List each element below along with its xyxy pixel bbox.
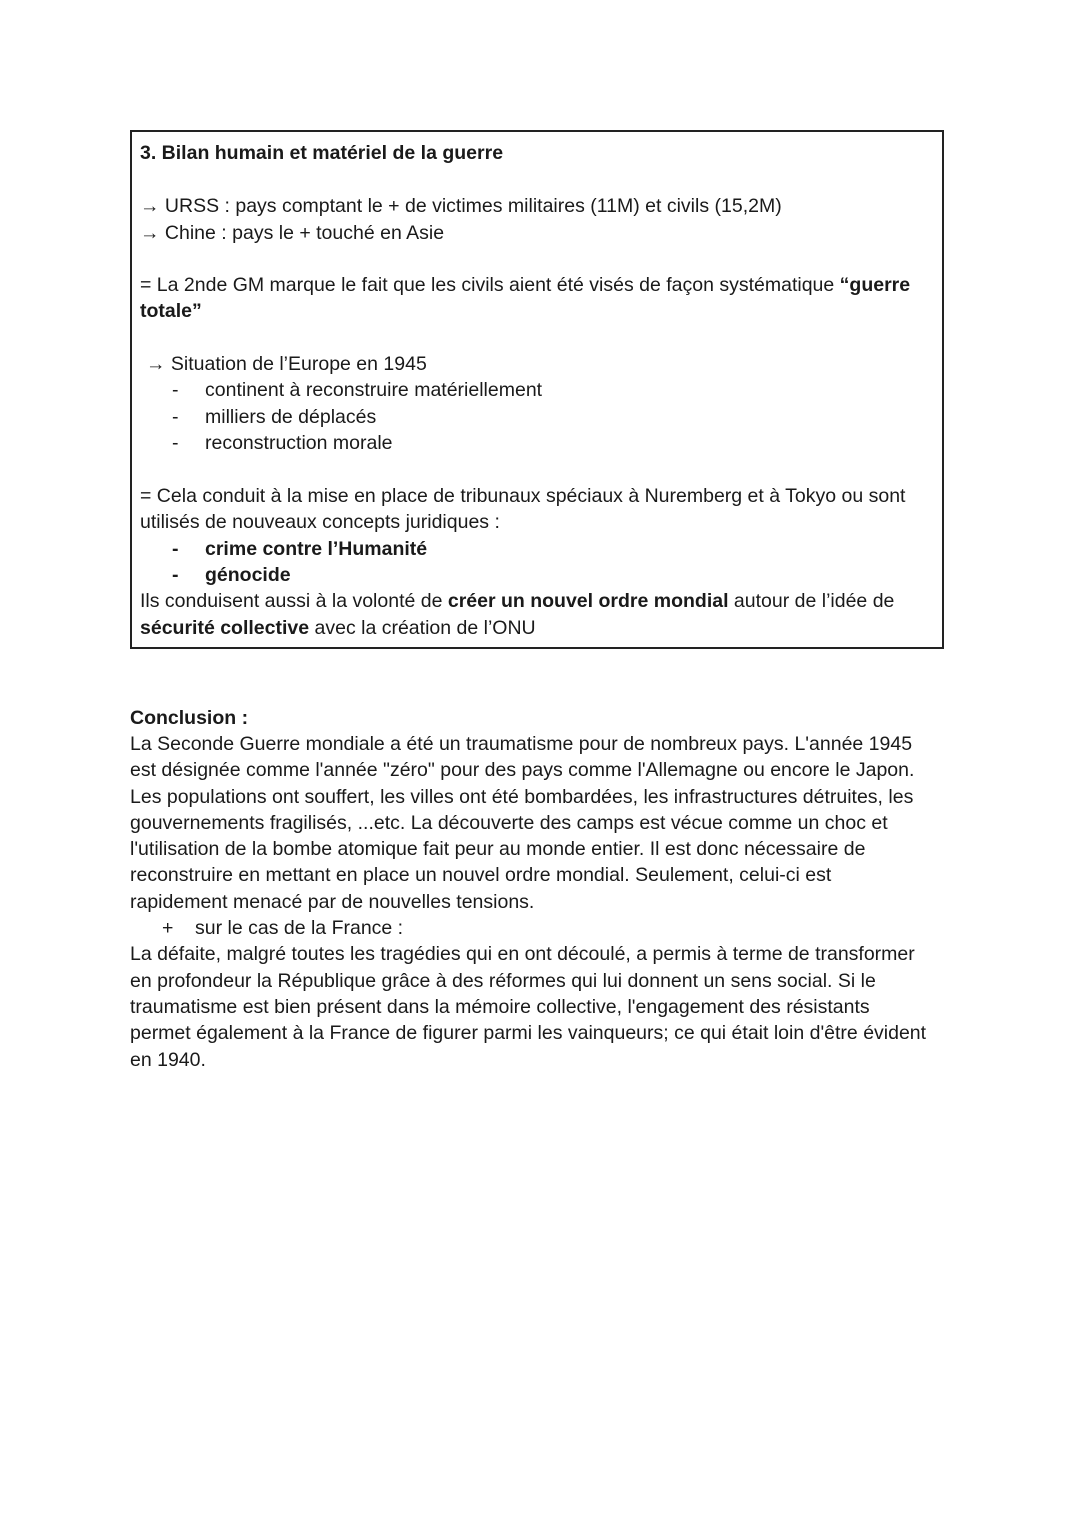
france-line: en 1940. — [130, 1049, 206, 1071]
europe-item: reconstruction morale — [205, 432, 393, 454]
onu-line-2 — [140, 615, 536, 641]
france-label: sur le cas de la France : — [195, 917, 404, 939]
section-title: 3. Bilan humain et matériel de la guerre — [140, 142, 504, 164]
arrow-icon: → — [146, 353, 166, 375]
plus-icon: + — [162, 917, 174, 939]
onu-emphasis: sécurité collective — [140, 617, 310, 639]
conclusion-line: rapidement menacé par de nouvelles tensions. — [130, 891, 535, 913]
france-line: traumatisme est bien présent dans la mémoire collective, l'engagement des résistants — [130, 996, 870, 1018]
conclusion-line: La Seconde Guerre mondiale a été un traumatisme pour de nombreux pays. L'année 1945 — [130, 733, 913, 755]
europe-item: continent à reconstruire matériellement — [205, 379, 543, 401]
conclusion-line: reconstruire en mettant en place un nouvel ordre mondial. Seulement, celui-ci est — [130, 864, 832, 886]
france-line: en profondeur la République grâce à des réformes qui lui donnent un sens social. Si le — [130, 970, 876, 992]
concept-item: génocide — [205, 564, 291, 586]
tribunaux-line-1: = Cela conduit à la mise en place de tribunaux spéciaux à Nuremberg et à Tokyo ou sont — [140, 485, 906, 507]
gm-text: = La 2nde GM marque le fait que les civils aient été visés de façon systématique — [140, 274, 840, 296]
dash-icon: - — [172, 564, 179, 586]
france-line: permet également à la France de figurer parmi les vainqueurs; ce qui était loin d'être évident — [130, 1022, 927, 1044]
arrow-icon: → — [140, 195, 160, 217]
conclusion-line: gouvernements fragilisés, ...etc. La découverte des camps est vécue comme un choc et — [130, 812, 888, 834]
urss-line — [140, 193, 782, 219]
gm-quote-start: “guerre — [839, 274, 911, 296]
dash-icon: - — [172, 406, 179, 428]
concept-item: crime contre l’Humanité — [205, 538, 428, 560]
dash-icon: - — [172, 538, 179, 560]
gm-line-2: totale” — [140, 300, 202, 322]
arrow-icon: → — [140, 222, 160, 244]
urss-text: URSS : pays comptant le + de victimes militaires (11M) et civils (15,2M) — [164, 195, 782, 217]
dash-icon: - — [172, 432, 179, 454]
france-line: La défaite, malgré toutes les tragédies qui en ont découlé, a permis à terme de transformer — [130, 943, 915, 965]
onu-text: avec la création de l’ONU — [309, 617, 536, 639]
europe-title-line — [146, 351, 427, 377]
dash-icon: - — [172, 379, 179, 401]
conclusion-line: Les populations ont souffert, les villes ont été bombardées, les infrastructures détruites, les — [130, 786, 914, 808]
onu-emphasis: créer un nouvel ordre mondial — [447, 590, 729, 612]
conclusion-title: Conclusion : — [130, 707, 249, 729]
conclusion-line: est désignée comme l'année "zéro" pour des pays comme l'Allemagne ou encore le Japon. — [130, 759, 915, 781]
gm-line-1 — [140, 272, 910, 298]
onu-line-1 — [140, 588, 894, 614]
chine-line — [140, 220, 444, 246]
europe-title: Situation de l’Europe en 1945 — [170, 353, 427, 375]
onu-text: autour de l’idée de — [728, 590, 895, 612]
conclusion-line: l'utilisation de la bombe atomique fait peur au monde entier. Il est donc nécessaire de — [130, 838, 866, 860]
chine-text: Chine : pays le + touché en Asie — [164, 222, 445, 244]
onu-text: Ils conduisent aussi à la volonté de — [140, 590, 448, 612]
tribunaux-line-2: utilisés de nouveaux concepts juridiques : — [140, 511, 500, 533]
europe-item: milliers de déplacés — [205, 406, 377, 428]
